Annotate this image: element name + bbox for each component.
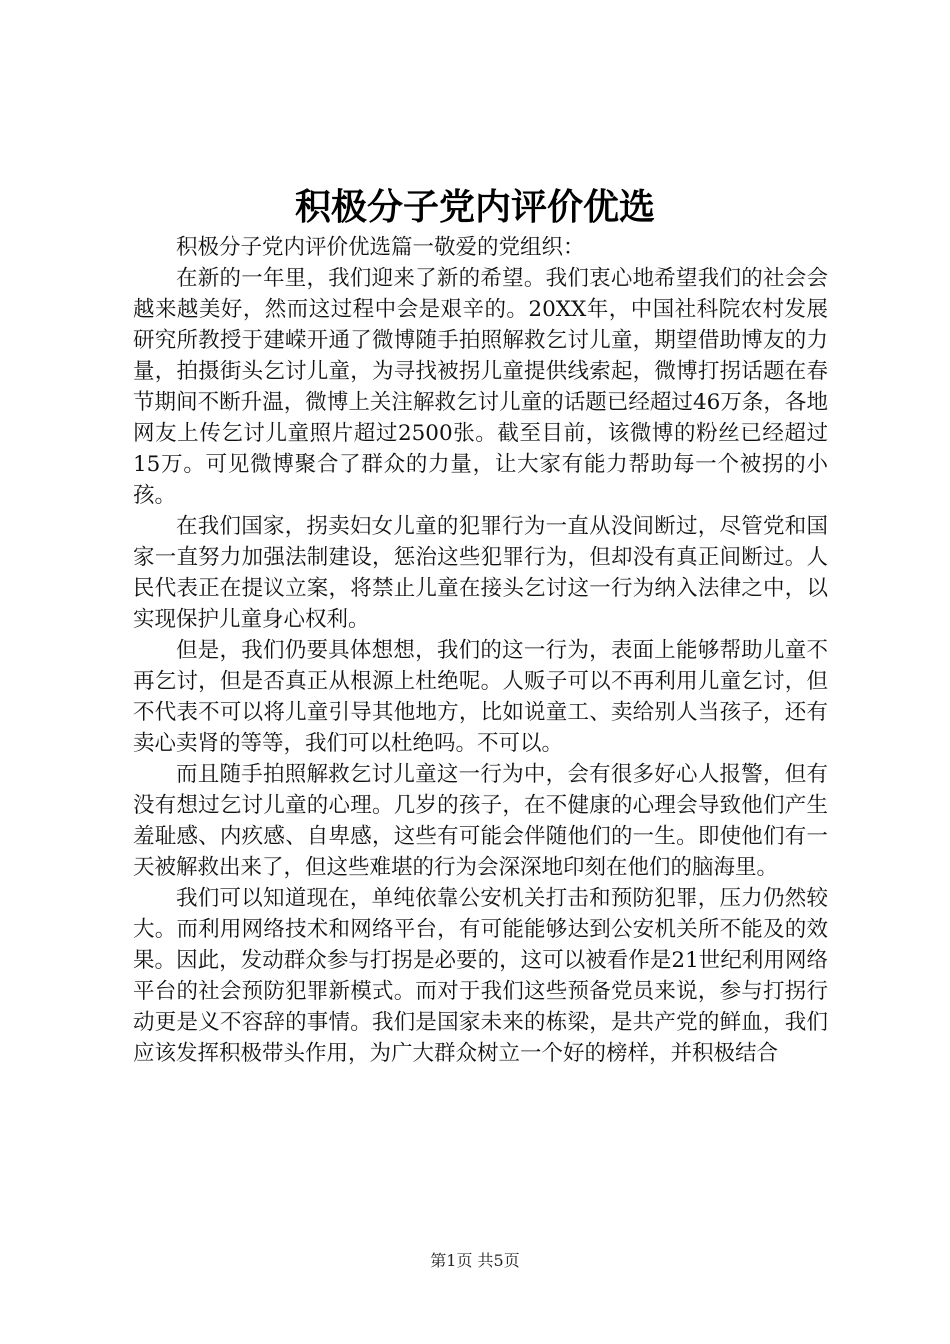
paragraph: 在我们国家，拐卖妇女儿童的犯罪行为一直从没间断过，尽管党和国家一直努力加强法制建设，惩治这些犯罪行为，但却没有真正间断过。人民代表正在提议立案，将禁止儿童在接头乞讨这一行为纳入法律之中，以实现保护儿童身心权利。 bbox=[133, 514, 828, 632]
paragraph: 而且随手拍照解救乞讨儿童这一行为中，会有很多好心人报警，但有没有想过乞讨儿童的心理。几岁的孩子，在不健康的心理会导致他们产生羞耻感、内疚感、自卑感，这些有可能会伴随他们的一生。即使他们有一天被解救出来了，但这些难堪的行为会深深地印刻在他们的脑海里。 bbox=[133, 762, 828, 880]
paragraph: 但是，我们仍要具体想想，我们的这一行为，表面上能够帮助儿童不再乞讨，但是否真正从根源上杜绝呢。人贩子可以不再利用儿童乞讨，但不代表不可以将儿童引导其他地方，比如说童工、卖给别人当孩子，还有卖心卖肾的等等，我们可以杜绝吗。不可以。 bbox=[133, 638, 828, 756]
paragraph: 我们可以知道现在，单纯依靠公安机关打击和预防犯罪，压力仍然较大。而利用网络技术和网络平台，有可能能够达到公安机关所不能及的效果。因此，发动群众参与打拐是必要的，这可以被看作是21世纪利用网络平台的社会预防犯罪新模式。而对于我们这些预备党员来说，参与打拐行动更是义不容辞的事情。我们是国家未来的栋梁，是共产党的鲜血，我们应该发挥积极带头作用，为广大群众树立一个好的榜样，并积极结合 bbox=[133, 886, 828, 1066]
paragraph: 积极分子党内评价优选篇一敬爱的党组织： bbox=[176, 235, 585, 260]
page-number-footer: 第1页 共5页 bbox=[430, 1251, 520, 1270]
paragraph: 在新的一年里，我们迎来了新的希望。我们衷心地希望我们的社会会越来越美好，然而这过程中会是艰辛的。20XX年，中国社科院农村发展研究所教授于建嵘开通了微博随手拍照解救乞讨儿童，期望借助博友的力量，拍摄街头乞讨儿童，为寻找被拐儿童提供线索起，微博打拐话题在春节期间不断升温，微博上关注解救乞讨儿童的话题已经超过46万条，各地网友上传乞讨儿童照片超过2500张。截至目前，该微博的粉丝已经超过15万。可见微博聚合了群众的力量，让大家有能力帮助每一个被拐的小孩。 bbox=[133, 266, 828, 508]
document-body bbox=[133, 232, 828, 1069]
document-title: 积极分子党内评价优选 bbox=[294, 186, 655, 228]
